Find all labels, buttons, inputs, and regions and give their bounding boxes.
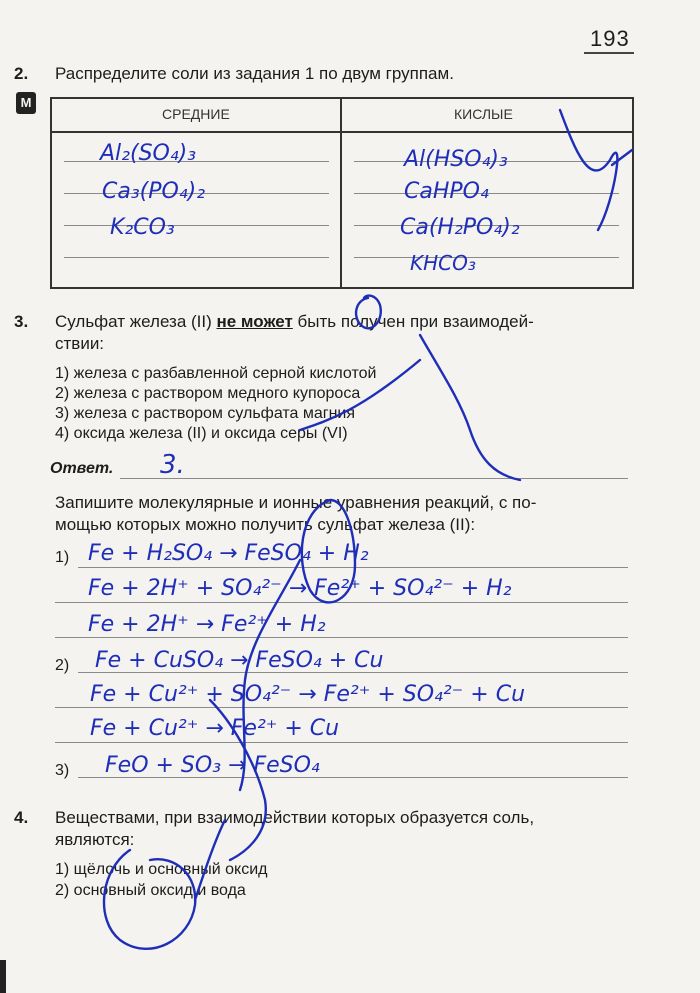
option-3: 3) железа с раствором сульфата магния (55, 405, 356, 422)
equation-2-ionic-short: Fe + Cu²⁺ → Fe²⁺ + Cu (90, 716, 340, 741)
medium-salt-1: Al₂(SO₄)₃ (100, 141, 197, 166)
instruction-line1: Запишите молекулярные и ионные уравнения реакций, с по- (55, 493, 537, 512)
equation-3-molecular: FeO + SO₃ → FeSO₄ (105, 753, 320, 778)
medium-salt-3: K₂CO₃ (110, 215, 175, 240)
task-4-number: 4. (14, 808, 29, 827)
medium-salt-2: Ca₃(PO₄)₂ (102, 179, 206, 204)
answer-label: Ответ. (50, 460, 114, 477)
option-2: 2) железа с раствором медного купороса (55, 385, 361, 402)
acid-salt-3: Ca(H₂PO₄)₂ (400, 215, 520, 240)
task-2-number: 2. (14, 64, 29, 83)
task-4-text-line1: Веществами, при взаимодействии которых образуется соль, (55, 808, 535, 827)
equation-1-ionic-full: Fe + 2H⁺ + SO₄²⁻ → Fe²⁺ + SO₄²⁻ + H₂ (88, 576, 512, 601)
bleed-through-text (470, 180, 474, 196)
difficulty-badge-icon: М (16, 92, 36, 114)
eq-label-1: 1) (55, 549, 70, 566)
eq-label-2: 2) (55, 657, 70, 674)
option-4: 4) оксида железа (II) и оксида серы (VI) (55, 425, 348, 442)
instruction-line2: мощью которых можно получить сульфат железа (II): (55, 515, 476, 534)
acid-salt-2: CaHPO₄ (404, 179, 489, 204)
equation-1-ionic-short: Fe + 2H⁺ → Fe²⁺ + H₂ (88, 612, 326, 637)
column-header-medium: СРЕДНИЕ (162, 106, 230, 122)
equation-1-molecular: Fe + H₂SO₄ → FeSO₄ + H₂ (88, 541, 369, 566)
emphasis-not-possible: не может (216, 312, 293, 331)
eq-label-3: 3) (55, 762, 70, 779)
task-2-text: Распределите соли из задания 1 по двум группам. (55, 64, 454, 83)
task-3-number: 3. (14, 312, 29, 331)
acid-salt-4: KHCO₃ (410, 251, 476, 275)
task-4-option-2: 2) основный оксид и вода (55, 882, 246, 899)
page-edge-shadow (0, 960, 6, 993)
column-header-acidic: КИСЛЫЕ (454, 106, 513, 122)
option-1: 1) железа с разбавленной серной кислотой (55, 365, 377, 382)
task-4-option-1: 1) щёлочь и основный оксид (55, 861, 268, 878)
equation-2-ionic-full: Fe + Cu²⁺ + SO₄²⁻ → Fe²⁺ + SO₄²⁻ + Cu (90, 682, 526, 707)
task-3-text: Сульфат железа (II) не может быть получен при взаимодей- (55, 312, 534, 331)
acid-salt-1: Al(HSO₄)₃ (404, 147, 508, 172)
task-4-text-line2: являются: (55, 830, 135, 849)
answer-value: 3. (160, 450, 185, 480)
equation-2-molecular: Fe + CuSO₄ → FeSO₄ + Cu (95, 648, 384, 673)
page-number: 193 (590, 26, 630, 51)
task-3-text-line2: ствии: (55, 334, 105, 353)
